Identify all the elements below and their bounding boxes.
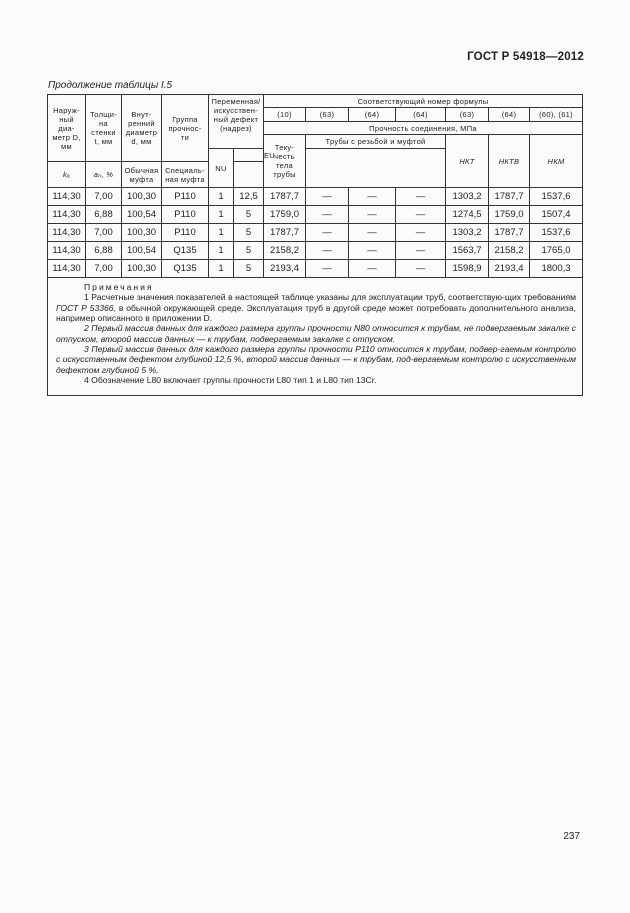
cell-wall-thickness: 7,00 (86, 224, 122, 242)
cell-nu: — (306, 206, 349, 224)
header-nkt: НКТ (446, 135, 489, 188)
table-row (48, 242, 583, 260)
header-inner-diameter: Внут- ренний диаметр d, мм (122, 95, 162, 162)
header-regular-coupling: Обычная муфта (122, 162, 162, 188)
cell-nu: — (306, 224, 349, 242)
table-row (48, 206, 583, 224)
header-ka: kₐ (48, 162, 86, 188)
cell-nkt: 1598,9 (446, 260, 489, 278)
notes-section (48, 278, 583, 396)
cell-nkt: 1274,5 (446, 206, 489, 224)
header-special-coupling: Специаль- ная муфта (162, 162, 209, 188)
table-row (48, 224, 583, 242)
formula-ref: (60), (61) (530, 108, 583, 122)
cell-nktv: 2158,2 (489, 242, 530, 260)
cell-strength-group: Q135 (162, 260, 209, 278)
standard-header: ГОСТ Р 54918—2012 (467, 51, 584, 63)
cell-wall-thickness: 7,00 (86, 260, 122, 278)
cell-eu-regular: — (349, 260, 396, 278)
formula-ref: (64) (489, 108, 530, 122)
cell-nktv: 1787,7 (489, 188, 530, 206)
cell-nktv: 1759,0 (489, 206, 530, 224)
cell-body-yield: 1787,7 (264, 188, 306, 206)
cell-nkt: 1303,2 (446, 188, 489, 206)
cell-eu-regular: — (349, 224, 396, 242)
note-3: 3 Первый массив данных для каждого размера группы прочности P110 относится к трубам, подвер-гаемым контролю с искусственным дефектом глубиной 12,5 %, второй массив данных — к трубам, под-вергаемым контролю с искусственным дефектом глубиной 5 %. (56, 343, 577, 375)
cell-inner-diameter: 100,30 (122, 188, 162, 206)
cell-eu-special: — (396, 224, 446, 242)
cell-ka: 1 (209, 224, 234, 242)
cell-ka: 1 (209, 242, 234, 260)
cell-outer-diameter: 114,30 (48, 188, 86, 206)
header-defect: Переменная/ искусствен- ный дефект (надрез) (209, 95, 264, 149)
cell-outer-diameter: 114,30 (48, 260, 86, 278)
cell-an: 12,5 (234, 188, 264, 206)
cell-wall-thickness: 6,88 (86, 242, 122, 260)
formula-ref: (63) (306, 108, 349, 122)
header-eu: EU (234, 149, 306, 162)
cell-eu-regular: — (349, 188, 396, 206)
table-caption: Продолжение таблицы I.5 (48, 80, 173, 91)
cell-nkm: 1765,0 (530, 242, 583, 260)
cell-an: 5 (234, 260, 264, 278)
cell-eu-special: — (396, 206, 446, 224)
header-threaded: Трубы с резьбой и муфтой (306, 135, 446, 149)
header-nkm: НКМ (530, 135, 583, 188)
cell-an: 5 (234, 224, 264, 242)
cell-body-yield: 1759,0 (264, 206, 306, 224)
cell-outer-diameter: 114,30 (48, 224, 86, 242)
header-formula-number: Соответствующий номер формулы (264, 95, 583, 108)
cell-nu: — (306, 260, 349, 278)
header-outer-diameter: Наруж- ный диа- метр D, мм (48, 95, 86, 162)
header-an: aₙ, % (86, 162, 122, 188)
cell-nu: — (306, 188, 349, 206)
cell-inner-diameter: 100,30 (122, 260, 162, 278)
cell-strength-group: P110 (162, 188, 209, 206)
note-1: 1 Расчетные значения показателей в настоящей таблице указаны для эксплуатации труб, соответствую-щих требованиям ГОСТ Р 53366, в обычной окружающей среде. Эксплуатация труб в другой среде может потребовать дополнительного анализа, например описанного в приложении D. (56, 292, 577, 323)
cell-body-yield: 1787,7 (264, 224, 306, 242)
strength-table (47, 94, 583, 396)
cell-nkm: 1537,6 (530, 188, 583, 206)
cell-nkm: 1507,4 (530, 206, 583, 224)
note-4: 4 Обозначение L80 включает группы прочности L80 тип 1 и L80 тип 13Cr. (84, 374, 377, 385)
formula-ref: (63) (446, 108, 489, 122)
note-1-reference: ГОСТ Р 53366 (56, 302, 114, 313)
table-row (48, 188, 583, 206)
cell-ka: 1 (209, 188, 234, 206)
cell-inner-diameter: 100,54 (122, 206, 162, 224)
cell-nkt: 1303,2 (446, 224, 489, 242)
cell-ka: 1 (209, 206, 234, 224)
cell-body-yield: 2193,4 (264, 260, 306, 278)
formula-ref: (64) (349, 108, 396, 122)
header-wall-thickness: Толщи- на стенки t, мм (86, 95, 122, 162)
header-strength-group: Группа прочнос- ти (162, 95, 209, 162)
cell-an: 5 (234, 206, 264, 224)
cell-eu-regular: — (349, 206, 396, 224)
cell-nkm: 1537,6 (530, 224, 583, 242)
cell-strength-group: Q135 (162, 242, 209, 260)
cell-outer-diameter: 114,30 (48, 206, 86, 224)
cell-nkt: 1563,7 (446, 242, 489, 260)
cell-inner-diameter: 100,30 (122, 224, 162, 242)
note-2: 2 Первый массив данных для каждого размера группы прочности N80 относится к трубам, не подвергаемым закалке с отпуском, второй массив данных — к трубам, подвергаемым закалке с отпуском. (56, 323, 577, 344)
formula-ref: (10) (264, 108, 306, 122)
formula-ref: (64) (396, 108, 446, 122)
cell-strength-group: P110 (162, 206, 209, 224)
cell-nu: — (306, 242, 349, 260)
cell-nktv: 1787,7 (489, 224, 530, 242)
notes-title: Примечания (84, 282, 154, 292)
cell-nkm: 1800,3 (530, 260, 583, 278)
header-nu: NU (209, 149, 234, 188)
cell-wall-thickness: 6,88 (86, 206, 122, 224)
cell-eu-special: — (396, 242, 446, 260)
table-row (48, 260, 583, 278)
header-nktv: НКТВ (489, 135, 530, 188)
cell-eu-special: — (396, 260, 446, 278)
header-connection-strength: Прочность соединения, МПа (264, 122, 583, 135)
cell-eu-regular: — (349, 242, 396, 260)
page-number: 237 (563, 831, 580, 842)
cell-inner-diameter: 100,54 (122, 242, 162, 260)
cell-outer-diameter: 114,30 (48, 242, 86, 260)
cell-body-yield: 2158,2 (264, 242, 306, 260)
cell-wall-thickness: 7,00 (86, 188, 122, 206)
cell-an: 5 (234, 242, 264, 260)
cell-eu-special: — (396, 188, 446, 206)
cell-nktv: 2193,4 (489, 260, 530, 278)
header-body-yield: Теку- честь тела трубы (264, 135, 306, 188)
cell-strength-group: P110 (162, 224, 209, 242)
cell-ka: 1 (209, 260, 234, 278)
